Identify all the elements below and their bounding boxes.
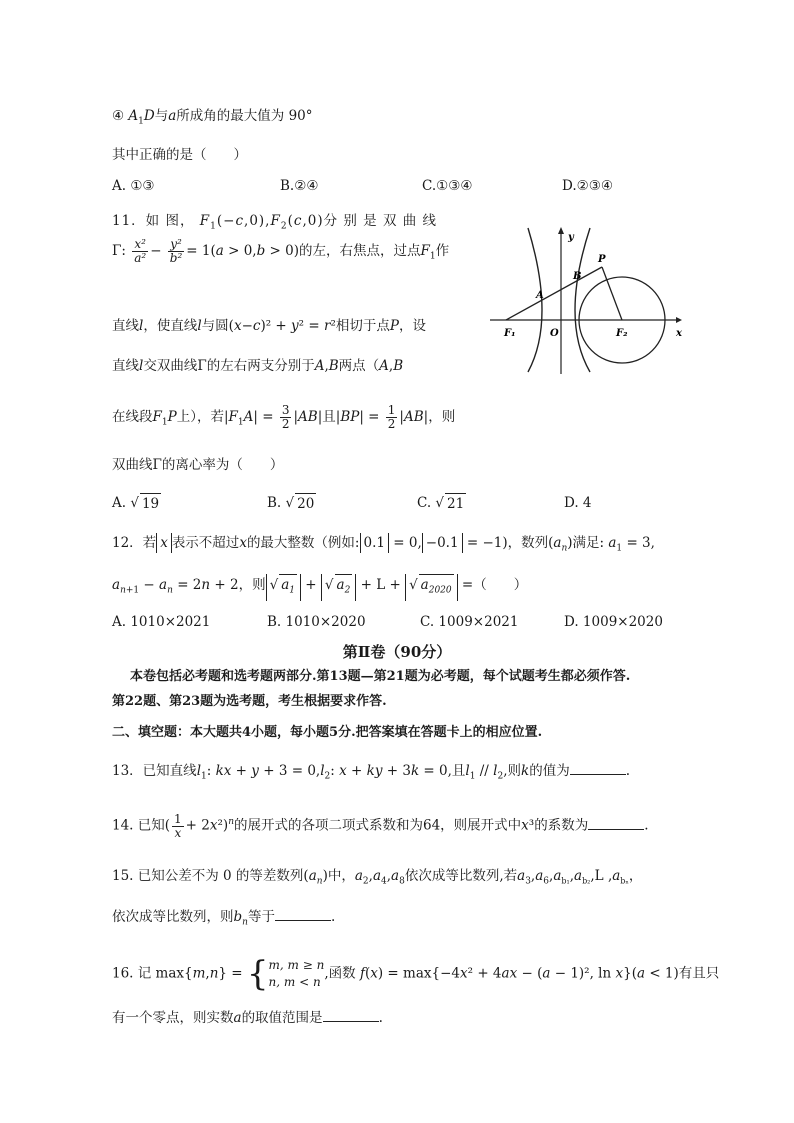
q15-line-2: 依次成等比数列，则$b_n$等于 . (112, 906, 335, 933)
label-a: A (536, 290, 544, 301)
q11-line-1: 11．如 图， $F_1(-c,0),F_2(c,0)$分 别 是 双 曲 线 (112, 213, 438, 232)
q11-option-b: B. √ 20 (267, 495, 315, 512)
label-x: x (676, 328, 682, 339)
part2-heading: 二、填空题：本大题共4小题，每小题5分.把答案填在答题卡上的相应位置. (112, 725, 543, 740)
q13: 13．已知直线$l_1$: kx + $y + 3 = 0,l_2$: x + ky + 3k = 0,且$l_1 // l_2$,则k的值为 . (112, 760, 630, 787)
right-branch (575, 228, 590, 372)
q15-line-1: 15. 已知公差不为 0 的等差数列$(a_n)$中，$a_2,a_4,a_8$依次成等比数列,若$a_3,a_6,a_{b_1},a_{b_2},L$ $,a_{b_n}$， (112, 868, 643, 887)
q12-option-a: A. 1010×2021 (112, 614, 211, 630)
radius-line (602, 267, 622, 320)
q11-line-2: Γ: $\frac{\text{x²}}{\text{a²}}$ − $\frac{\text{y²}}{\text{b²}}$ = 1(a > 0,b > 0)的左，右焦点，过点$F_1$作 (112, 237, 450, 265)
q11-line-4: 直线l交双曲线Γ的左右两支分别于A,B两点（A,B (112, 358, 404, 374)
q15-answer-blank[interactable] (275, 906, 331, 921)
q12-line-1: 12．若 x 表示不超过x的最大整数（例如: 0.1 = 0, −0.1 = −1)，数列$(a_n)$满足: $a_1 = 3$, (112, 535, 655, 554)
hyperbola-figure (488, 224, 688, 376)
q12-option-b: B. 1010×2020 (267, 614, 366, 630)
q14-answer-blank[interactable] (588, 815, 644, 830)
q11-option-a: A. √ 19 (112, 495, 160, 512)
q10-prompt: 其中正确的是（ ） (112, 147, 247, 163)
q11-option-c: C. √ 21 (417, 495, 465, 512)
section-title: 第Ⅱ卷（90分） (342, 643, 452, 661)
q11-line-6: 双曲线Γ的离心率为（ ） (112, 457, 284, 473)
label-y: y (568, 232, 574, 243)
q12-option-c: C. 1009×2021 (420, 614, 519, 630)
q10-option-a: A. ①③ (112, 178, 155, 194)
x-axis-arrow (676, 317, 682, 323)
q11-line-3: 直线l，使直线l与圆(x−c)² + y² = r²相切于点P，设 (112, 318, 426, 334)
q14: 14. 已知( $\frac{1}{x}$ + 2x²)$^n$的展开式的各项二项式系数和为64，则展开式中x³的系数为 . (112, 811, 649, 840)
q10-option-c: C.①③④ (422, 178, 473, 194)
q16-answer-blank[interactable] (323, 1007, 379, 1022)
q10-option-b: B.②④ (280, 178, 319, 194)
q11-option-d: D. 4 (564, 495, 592, 511)
label-b: B (573, 271, 582, 282)
label-o: O (550, 328, 559, 339)
q16-line-2: 有一个零点，则实数a的取值范围是 . (112, 1007, 383, 1028)
q12-option-d: D. 1009×2020 (564, 614, 663, 630)
q12-line-2: $a_{n+1} - a_n = 2n + 2$，则 √ $a_1$ + √ $a_2 + L$ + √ $a_{2020}$ =（ ） (112, 574, 527, 601)
q10-option-d: D.②③④ (562, 178, 613, 194)
section-note-1: 本卷包括必考题和选考题两部分.第13题—第21题为必考题，每个试题考生都必须作答. (130, 669, 631, 684)
q16-line-1: 16. 记 max{m,n} = { m, m ≥ n n, m < n ,函数 f(x) = max{−4x² + 4ax − (a − 1)², ln x}(a < 1)有且只 (112, 954, 720, 994)
y-axis-arrow (558, 227, 564, 234)
q10-item-4: ④ $A_1D$与a所成角的最大值为 90° (112, 108, 313, 127)
label-f1: F₁ (504, 328, 516, 339)
q11-line-5: 在线段$F_1P$上），若$|F_1A|$ = $\frac{3}{2}$ |AB|且|BP| = $\frac{1}{2}$ |AB|，则 (112, 403, 456, 431)
q13-answer-blank[interactable] (570, 760, 626, 775)
label-f2: F₂ (616, 328, 628, 339)
label-p: P (598, 254, 606, 265)
section-note-2: 第22题、第23题为选考题，考生根据要求作答. (112, 694, 387, 709)
